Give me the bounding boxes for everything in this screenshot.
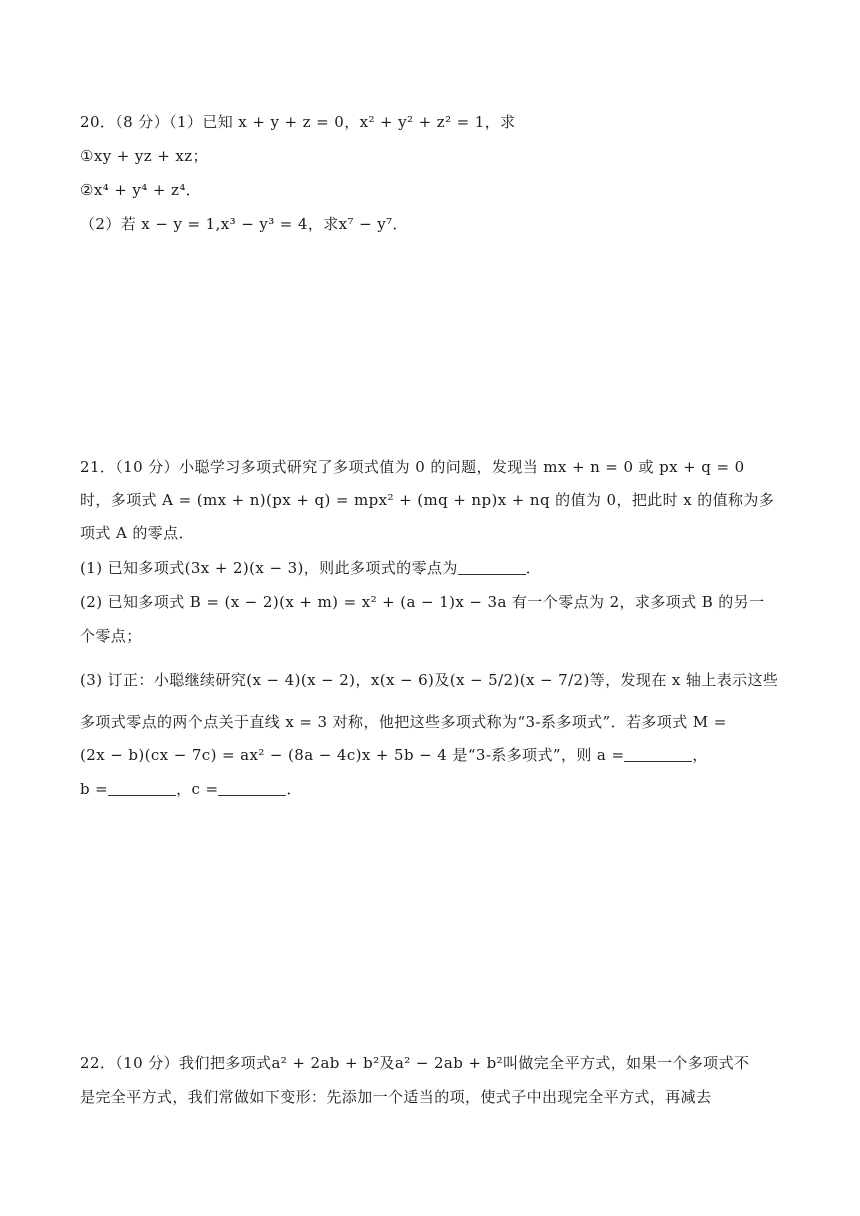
answer-blank-c[interactable]: [218, 781, 286, 796]
answer-blank-zero-point[interactable]: [458, 560, 526, 575]
b-label: b =: [80, 780, 109, 798]
q20-line-4: （2）若 x − y = 1,x³ − y³ = 4，求x⁷ − y⁷．: [80, 215, 408, 233]
period: ．: [286, 780, 302, 798]
q21-part-3-line-3-text: (2x − b)(cx − 7c) = ax² − (8a − 4c)x + 5b − 4 是“3-系多项式”，则 a =: [80, 746, 625, 764]
q21-line-2: 时，多项式 A = (mx + n)(px + q) = mpx² + (mq + np)x + nq 的值为 0，把此时 x 的值称为多: [80, 491, 775, 509]
q21-line-1: 21．（10 分）小聪学习多项式研究了多项式值为 0 的问题，发现当 mx + n = 0 或 px + q = 0: [80, 458, 745, 476]
answer-blank-a[interactable]: [624, 747, 692, 762]
comma: ，: [692, 746, 708, 764]
q20-line-2: ①xy + yz + xz；: [80, 147, 208, 165]
q22-line-2: 是完全平方式，我们常做如下变形：先添加一个适当的项，使式子中出现完全平方式，再减去: [80, 1088, 712, 1106]
q21-part-1-text: (1) 已知多项式(3x + 2)(x − 3)，则此多项式的零点为: [80, 559, 458, 577]
q21-part-3-line-4: [80, 778, 780, 800]
q21-part-2-line-2: 个零点；: [80, 627, 142, 645]
q21-part-1: [80, 557, 780, 579]
q20-line-3: ②x⁴ + y⁴ + z⁴．: [80, 181, 202, 199]
c-label: ，c =: [176, 780, 219, 798]
period: ．: [525, 559, 542, 577]
q21-part-3-line-2: 多项式零点的两个点关于直线 x = 3 对称，他把这些多项式称为“3-系多项式”．若多项式 M =: [80, 713, 727, 731]
q22-line-1: 22．（10 分）我们把多项式a² + 2ab + b²及a² − 2ab + b²叫做完全平方式，如果一个多项式不: [80, 1054, 750, 1072]
q21-part-3-line-1: (3) 订正：小聪继续研究(x − 4)(x − 2)，x(x − 6)及(x − 5/2)(x − 7/2)等，发现在 x 轴上表示这些: [80, 671, 779, 689]
q20-line-1: 20．（8 分）（1）已知 x + y + z = 0，x² + y² + z² = 1，求: [80, 113, 516, 131]
q21-line-3: 项式 A 的零点．: [80, 524, 194, 542]
q21-part-3-line-3: [80, 744, 780, 766]
answer-blank-b[interactable]: [108, 781, 176, 796]
q21-part-2-line-1: (2) 已知多项式 B = (x − 2)(x + m) = x² + (a − 1)x − 3a 有一个零点为 2，求多项式 B 的另一: [80, 593, 765, 611]
